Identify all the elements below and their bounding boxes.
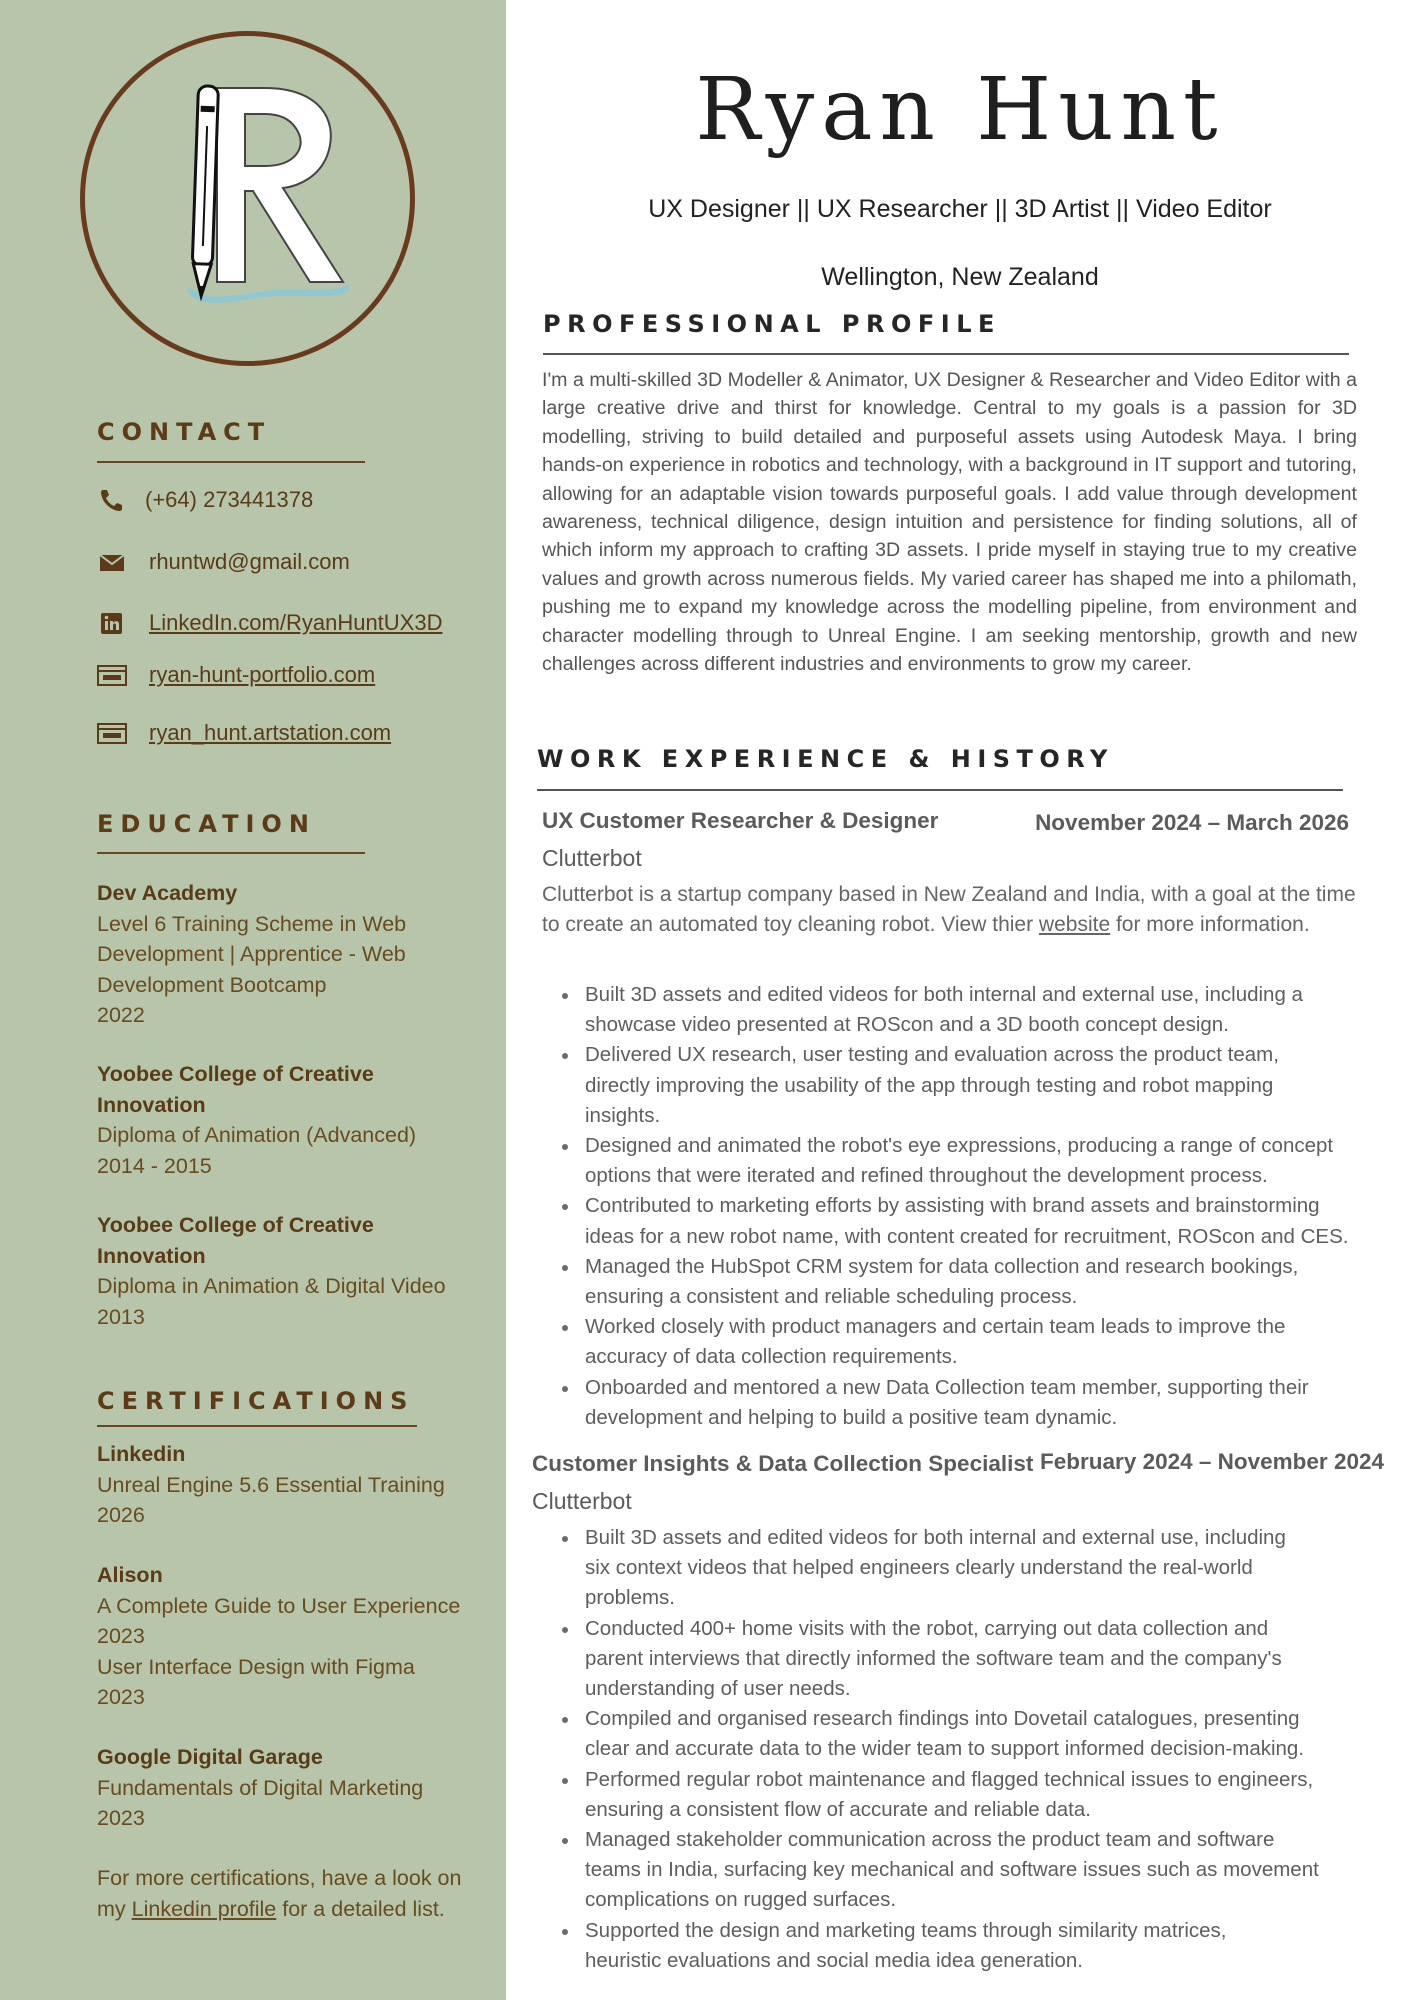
location: Wellington, New Zealand	[821, 263, 1099, 291]
company-website-link[interactable]: website	[1038, 913, 1111, 936]
school-name: Innovation	[97, 1092, 206, 1117]
sidebar	[0, 0, 506, 2000]
education-entry	[97, 1059, 477, 1181]
education-detail: Development | Apprentice - Web	[97, 942, 406, 966]
list-item: Conducted 400+ home visits with the robot, carrying out data collection and parent interviews that directly informed the software team and the company's understanding of user needs.	[560, 1614, 1400, 1705]
note-line: my Linkedin profile for a detailed list.	[97, 1896, 445, 1921]
cert-name: Unreal Engine 5.6 Essential Training	[97, 1472, 445, 1497]
education-detail: Diploma of Animation (Advanced)	[97, 1123, 417, 1147]
certifications-heading: CERTIFICATIONS	[97, 1387, 415, 1415]
company-name: Clutterbot	[532, 1488, 632, 1514]
tagline: UX Designer || UX Researcher || 3D Artist || Video Editor	[648, 195, 1272, 223]
email-address[interactable]: rhuntwd@gmail.com	[149, 549, 350, 574]
website-icon	[97, 660, 127, 690]
cert-year: 2023	[97, 1685, 145, 1709]
cert-year: 2023	[97, 1806, 145, 1830]
list-item: Built 3D assets and edited videos for both internal and external use, including six context videos that helped engineers clearly understand the real-world problems.	[560, 1523, 1400, 1614]
cert-issuer: Google Digital Garage	[97, 1745, 323, 1769]
divider	[97, 461, 365, 463]
list-item: Contributed to marketing efforts by assisting with brand assets and brainstorming ideas for a new robot name, with content created for recruitment, ROScon and CES.	[560, 1191, 1400, 1251]
education-year: 2013	[97, 1304, 145, 1329]
list-item: Managed the HubSpot CRM system for data collection and research bookings, ensuring a consistent and reliable scheduling process.	[560, 1252, 1400, 1312]
email-icon	[97, 547, 127, 577]
cert-name: User Interface Design with Figma	[97, 1654, 415, 1679]
job-bullets	[560, 1523, 1400, 1976]
education-entry	[97, 878, 477, 1031]
divider	[537, 789, 1343, 791]
list-item: Built 3D assets and edited videos for both internal and external use, including a showcase video presented at ROScon and a 3D booth concept design.	[560, 980, 1400, 1040]
note-line: For more certifications, have a look on	[97, 1866, 462, 1890]
contact-heading: CONTACT	[97, 418, 272, 446]
phone-icon	[97, 485, 127, 515]
certification-entry	[97, 1439, 477, 1531]
education-entry	[97, 1210, 477, 1332]
list-item: Supported the design and marketing teams through similarity matrices, heuristic evaluations and social media idea generation.	[560, 1916, 1400, 1976]
more-certifications-note	[97, 1863, 477, 1924]
contact-email	[97, 547, 350, 577]
contact-linkedin[interactable]	[97, 608, 442, 638]
work-heading: WORK EXPERIENCE & HISTORY	[537, 745, 1114, 773]
pen-monogram-logo-icon	[85, 36, 410, 361]
resume-name: Ryan Hunt	[695, 60, 1225, 160]
education-detail: Diploma in Animation & Digital Video	[97, 1274, 446, 1298]
certification-entry	[97, 1560, 477, 1713]
divider	[543, 353, 1349, 355]
list-item: Compiled and organised research findings into Dovetail catalogues, presenting clear and accurate data to the wider team to support informed decision-making.	[560, 1704, 1400, 1764]
linkedin-link[interactable]: LinkedIn.com/RyanHuntUX3D	[149, 610, 443, 635]
school-name: Yoobee College of Creative	[97, 1213, 374, 1237]
profile-heading: PROFESSIONAL PROFILE	[543, 310, 1001, 338]
list-item: Performed regular robot maintenance and flagged technical issues to engineers, ensuring a consistent flow of accurate and reliable data.	[560, 1765, 1400, 1825]
education-heading: EDUCATION	[97, 810, 316, 838]
school-name: Innovation	[97, 1243, 206, 1268]
cert-issuer: Alison	[97, 1563, 163, 1587]
profile-text: I'm a multi-skilled 3D Modeller & Animator, UX Designer & Researcher and Video Editor with a large creative drive and thirst for knowledge. Central to my goals is a passion for 3D modelling, striving to build detailed and purposeful assets using Autodesk Maya. I bring hands-on experience in robotics and technology, with a background in IT support and tutoring, allowing for an adaptable vision towards purposeful goals. I add value through development awareness, technical diligence, design intuition and persistence for finding solutions, all of which inform my approach to crafting 3D assets. I pride myself in staying true to my creative values and growth across numerous fields. My varied career has shaped me into a philomath, pushing me to expand my knowledge across the modelling pipeline, from environment and character modelling through to Unreal Engine. I am seeking mentorship, growth and new challenges across different industries and environments to grow my career.	[542, 369, 1357, 676]
phone-number: (+64) 273441378	[145, 487, 314, 512]
job-title: UX Customer Researcher & Designer	[542, 808, 939, 833]
portfolio-link[interactable]: ryan-hunt-portfolio.com	[149, 662, 376, 687]
artstation-link[interactable]: ryan_hunt.artstation.com	[149, 720, 392, 745]
cert-name: A Complete Guide to User Experience	[97, 1593, 461, 1618]
education-detail: Development Bootcamp	[97, 972, 327, 997]
list-item: Delivered UX research, user testing and evaluation across the product team, directly improving the usability of the app through testing and robot mapping insights.	[560, 1040, 1400, 1131]
job-title: Customer Insights & Data Collection Specialist	[532, 1451, 1034, 1476]
cert-name: Fundamentals of Digital Marketing	[97, 1775, 424, 1800]
education-year: 2014 - 2015	[97, 1153, 212, 1178]
job-dates: November 2024 – March 2026	[1035, 810, 1349, 835]
cert-issuer: Linkedin	[97, 1442, 186, 1466]
education-detail: Level 6 Training Scheme in Web	[97, 911, 407, 936]
job-bullets	[560, 980, 1400, 1433]
logo	[80, 31, 415, 366]
company-name: Clutterbot	[542, 845, 642, 871]
linkedin-icon	[97, 608, 127, 638]
divider	[97, 852, 365, 854]
education-year: 2022	[97, 1003, 145, 1027]
divider	[97, 1425, 417, 1427]
job-description: Clutterbot is a startup company based in New Zealand and India, with a goal at the time to create an automated toy cleaning robot. View thier website for more information.	[542, 883, 1356, 936]
cert-year: 2023	[97, 1624, 145, 1648]
contact-portfolio[interactable]	[97, 660, 375, 690]
certification-entry	[97, 1742, 477, 1834]
job-dates: February 2024 – November 2024	[1040, 1449, 1384, 1474]
school-name: Yoobee College of Creative	[97, 1062, 374, 1086]
list-item: Managed stakeholder communication across the product team and software teams in India, surfacing key mechanical and software issues such as movement complications on rugged surfaces.	[560, 1825, 1400, 1916]
list-item: Onboarded and mentored a new Data Collection team member, supporting their development and helping to build a positive team dynamic.	[560, 1373, 1400, 1433]
list-item: Worked closely with product managers and certain team leads to improve the accuracy of data collection requirements.	[560, 1312, 1400, 1372]
contact-phone	[97, 485, 313, 515]
contact-artstation[interactable]	[97, 718, 391, 748]
website-icon	[97, 718, 127, 748]
list-item: Designed and animated the robot's eye expressions, producing a range of concept options that were iterated and refined throughout the development process.	[560, 1131, 1400, 1191]
cert-year: 2026	[97, 1503, 145, 1527]
school-name: Dev Academy	[97, 881, 238, 905]
linkedin-profile-link[interactable]: Linkedin profile	[131, 1896, 277, 1921]
